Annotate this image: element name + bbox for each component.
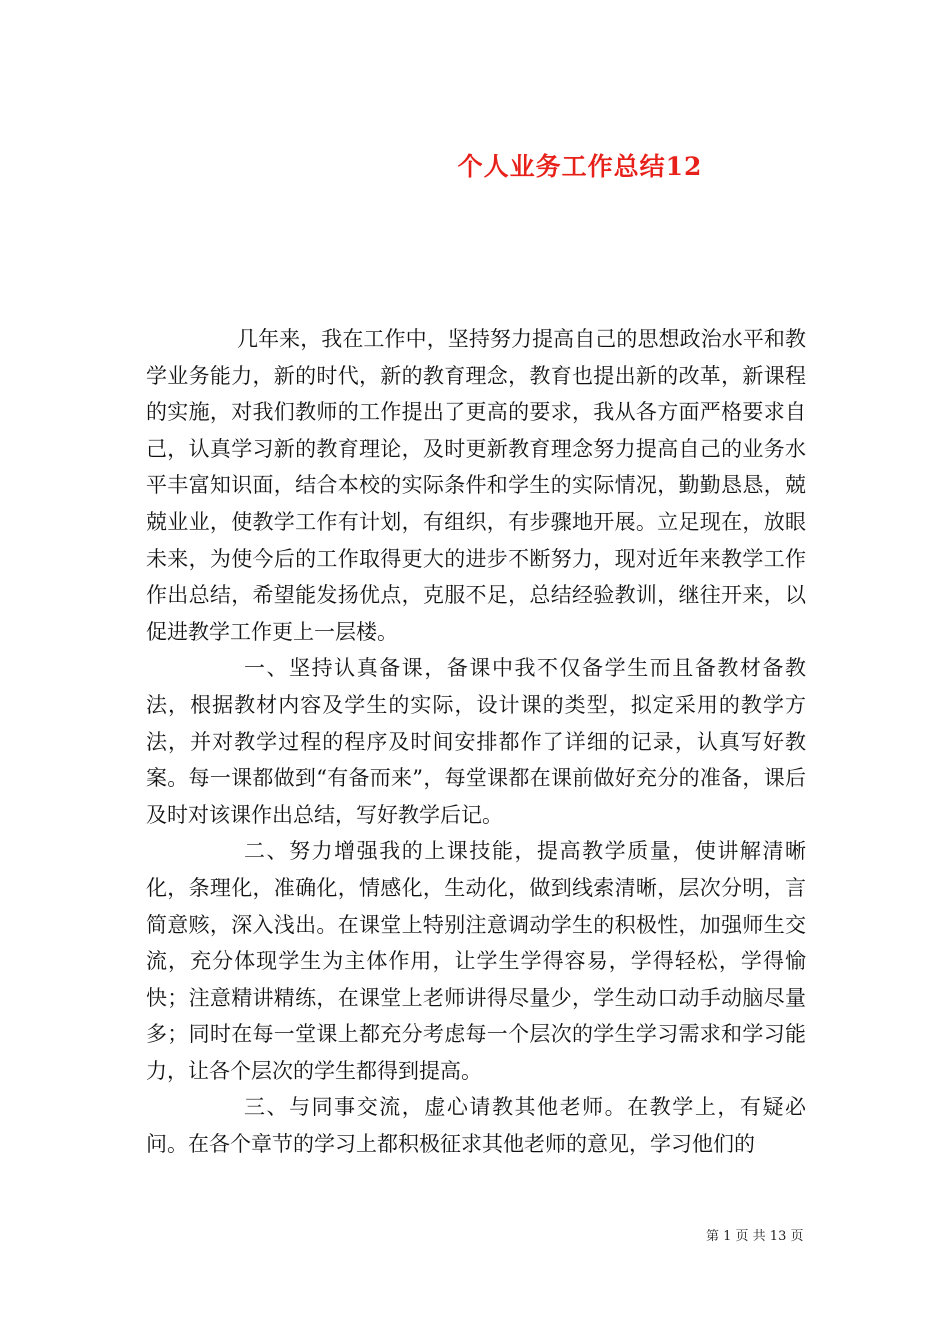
paragraph-section-1: 一、坚持认真备课，备课中我不仅备学生而且备教材备教法，根据教材内容及学生的实际，设计课的类型，拟定采用的教学方法，并对教学过程的程序及时间安排都作了详细的记录，认真写好教案。每一课都做到“有备而来”，每堂课都在课前做好充分的准备，课后及时对该课作出总结，写好教学后记。 xyxy=(146,656,806,827)
paragraph-intro: 几年来，我在工作中，坚持努力提高自己的思想政治水平和教学业务能力，新的时代，新的教育理念，教育也提出新的改革，新课程的实施，对我们教师的工作提出了更高的要求，我从各方面严格要求自己，认真学习新的教育理论，及时更新教育理念努力提高自己的业务水平丰富知识面，结合本校的实际条件和学生的实际情况，勤勤恳恳，兢兢业业，使教学工作有计划，有组织，有步骤地开展。立足现在，放眼未来，为使今后的工作取得更大的进步不断努力，现对近年来教学工作作出总结，希望能发扬优点，克服不足，总结经验教训，继往开来，以促进教学工作更上一层楼。 xyxy=(146,327,806,644)
paragraph-section-3: 三、与同事交流，虚心请教其他老师。在教学上，有疑必问。在各个章节的学习上都积极征求其他老师的意见，学习他们的 xyxy=(146,1095,806,1157)
document-body xyxy=(146,321,806,1163)
paragraph-section-2: 二、努力增强我的上课技能，提高教学质量，使讲解清晰化，条理化，准确化，情感化，生动化，做到线索清晰，层次分明，言简意赅，深入浅出。在课堂上特别注意调动学生的积极性，加强师生交流，充分体现学生为主体作用，让学生学得容易，学得轻松，学得愉快；注意精讲精练，在课堂上老师讲得尽量少，学生动口动手动脑尽量多；同时在每一堂课上都充分考虑每一个层次的学生学习需求和学习能力，让各个层次的学生都得到提高。 xyxy=(146,839,806,1083)
document-title: 个人业务工作总结12 xyxy=(457,151,703,181)
page-number: 第 1 页 共 13 页 xyxy=(706,1229,804,1244)
